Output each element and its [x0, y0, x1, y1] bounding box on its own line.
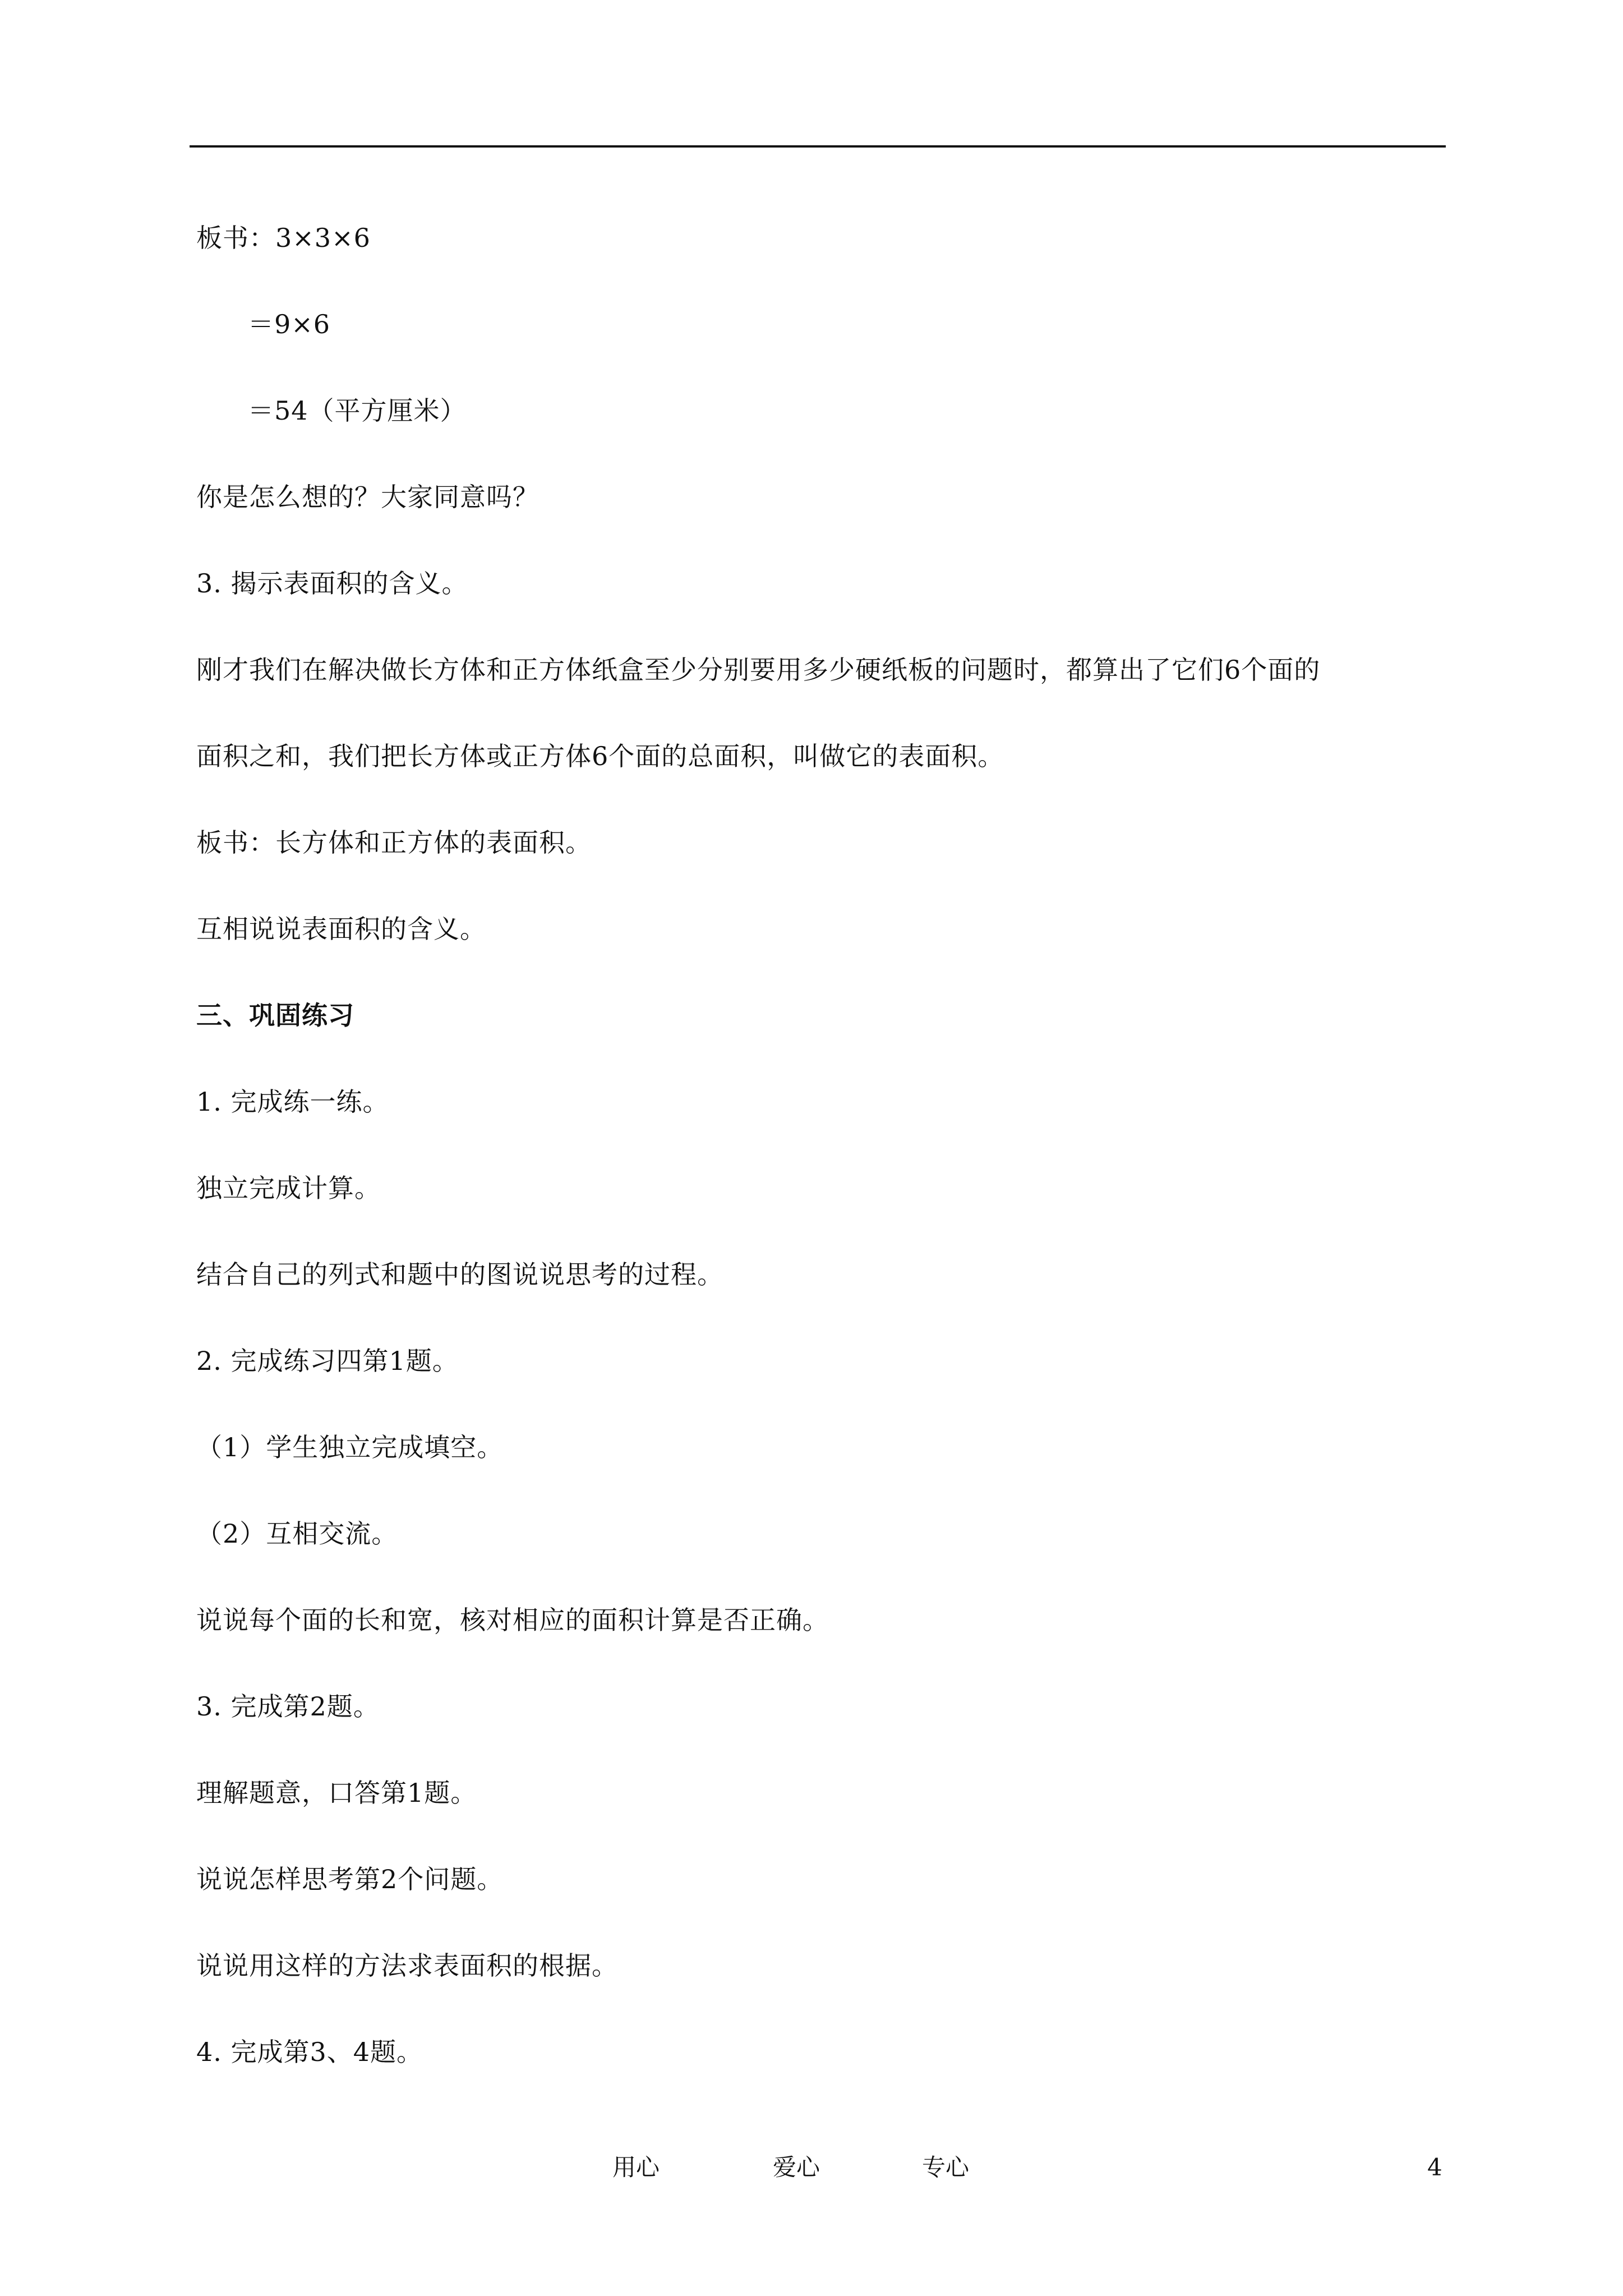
footer-motto-2: 爱心 — [773, 2154, 820, 2181]
text-line: 独立完成计算。 — [196, 1173, 381, 1203]
text-line: 4. 完成第3、4题。 — [196, 2037, 423, 2067]
text-line: 结合自己的列式和题中的图说说思考的过程。 — [196, 1259, 723, 1290]
text-line: 面积之和，我们把长方体或正方体6个面的总面积，叫做它的表面积。 — [196, 741, 1004, 771]
text-line: 你是怎么想的？大家同意吗？ — [196, 482, 539, 512]
text-line: 说说怎样思考第2个问题。 — [196, 1864, 504, 1894]
text-line: 3. 揭示表面积的含义。 — [196, 568, 468, 599]
text-line: 互相说说表面积的含义。 — [196, 914, 486, 944]
text-line: 2. 完成练习四第1题。 — [196, 1346, 459, 1376]
text-line: （1）学生独立完成填空。 — [196, 1432, 504, 1462]
text-line: 理解题意，口答第1题。 — [196, 1778, 477, 1808]
text-line: ＝9×6 — [248, 309, 331, 339]
section-heading: 三、巩固练习 — [196, 1000, 354, 1030]
text-line: 说说用这样的方法求表面积的根据。 — [196, 1950, 618, 1981]
text-line: 1. 完成练一练。 — [196, 1087, 389, 1117]
text-line: （2）互相交流。 — [196, 1519, 398, 1549]
text-line: 刚才我们在解决做长方体和正方体纸盒至少分别要用多少硬纸板的问题时，都算出了它们6个面的 — [196, 655, 1321, 685]
footer-motto-3: 专心 — [922, 2154, 970, 2181]
text-line: 3. 完成第2题。 — [196, 1691, 380, 1722]
page-number: 4 — [1427, 2154, 1442, 2181]
header-rule — [190, 145, 1446, 148]
text-line: 板书：长方体和正方体的表面积。 — [196, 827, 592, 858]
text-line: 板书：3×3×6 — [196, 223, 371, 253]
text-line: ＝54（平方厘米） — [248, 395, 467, 426]
text-line: 说说每个面的长和宽，核对相应的面积计算是否正确。 — [196, 1605, 829, 1635]
footer-motto-1: 用心 — [612, 2154, 660, 2181]
